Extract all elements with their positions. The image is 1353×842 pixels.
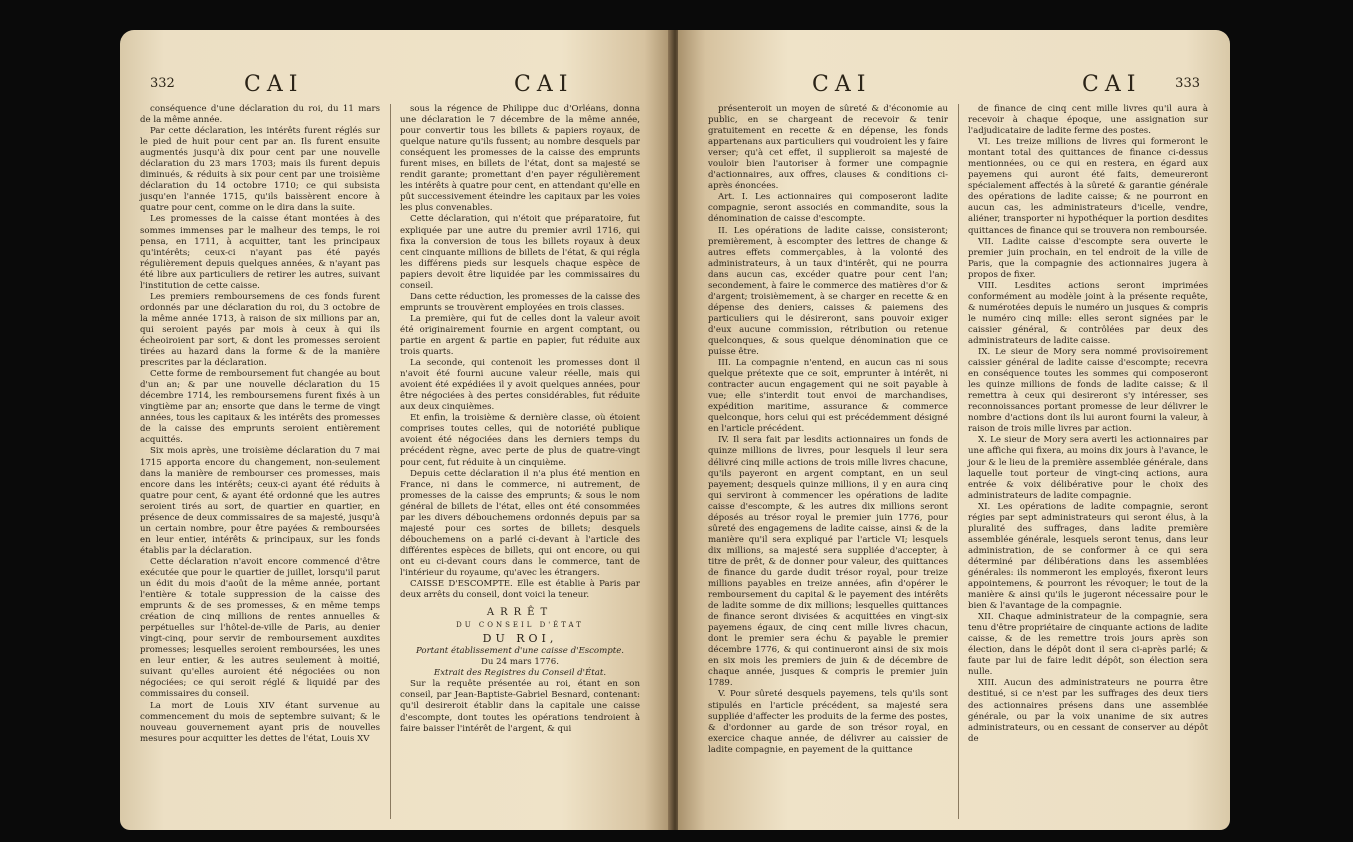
paragraph: III. La compagnie n'entend, en aucun cas ni sous quelque prétexte que ce soit, emprunter à intérêt, ni contracter aucun engagement qui ne soit payable à vue; elle s'interdit tout envoi de marchandises, expédition maritime, assurance & commerce quelconque, hors celui qui est précédemment désigné en l'article précédent.: [708, 358, 948, 435]
arret-roi: DU ROI,: [482, 632, 558, 646]
paragraph: X. Le sieur de Mory sera averti les actionnaires par une affiche qui fixera, au moins dix jours à l'avance, le jour & le lieu de la première assemblée générale, dans laquelle tout porteur de vingt-cinq actions, aura entrée & voix délibérative pour le choix des administrateurs de ladite compagnie.: [968, 435, 1208, 501]
paragraph: La seconde, qui contenoit les promesses dont il n'avoit été fourni aucune valeur réelle, mais qui avoient été expédiées il y avoit quelques années, pour être négociées à des pertes considérables, fut réduite aux deux cinquièmes.: [400, 358, 640, 413]
column-divider: [390, 104, 391, 819]
paragraph: de finance de cinq cent mille livres qu'il aura à recevoir à chaque époque, une assignation sur l'adjudicataire de ladite ferme des postes.: [968, 104, 1208, 137]
paragraph: Sur la requête présentée au roi, étant en son conseil, par Jean-Baptiste-Gabriel Besnard, contenant: qu'il desireroit établir dans la capitale une caisse d'escompte, dont toutes les opérations tendroient à faire baisser l'intérêt de l'argent, & qui: [400, 679, 640, 734]
paragraph: VII. Ladite caisse d'escompte sera ouverte le premier juin prochain, en tel endroit de la ville de Paris, que la compagnie des actionnaires jugera à propos de fixer.: [968, 236, 1208, 280]
running-head: CAI: [1082, 72, 1142, 97]
arret-date: Du 24 mars 1776.: [481, 657, 559, 668]
text-column-1: [708, 104, 948, 756]
paragraph: XI. Les opérations de ladite compagnie, seront régies par sept administrateurs qui seront élus, à la pluralité des suffrages, dans ladite première assemblée générale, lesquels seront tenus, dans leur administration, de se conformer à ce qui sera déterminé par délibérations dans les assemblées générales: ils nommeront les employés, fixeront leurs appointemens, & pourront les révoquer; le tout de la manière & ainsi qu'ils le jugeront nécessaire pour le bien & l'avantage de la compagnie.: [968, 501, 1208, 612]
arret-conseil: DU CONSEIL D'ÉTAT: [456, 621, 584, 630]
paragraph: Dans cette réduction, les promesses de la caisse des emprunts se trouvèrent employées en trois classes.: [400, 291, 640, 313]
right-page-header: [702, 72, 1206, 100]
text-column-1: [140, 104, 380, 745]
paragraph: Les premiers remboursemens de ces fonds furent ordonnés par une déclaration du roi, du 3 octobre de la même année 1713, à raison de six millions par an, qui seroient payés par mois à ceux à qui ils écheoiroient par sort, & dont les promesses seroient tirées au hazard dans la forme & de la manière prescrites par la déclaration.: [140, 291, 380, 369]
running-head: CAI: [812, 72, 872, 97]
paragraph: La mort de Louis XIV étant survenue au commencement du mois de septembre suivant; & le nouveau gouvernement ayant pris de nouvelles mesures pour acquitter les dettes de l'état, Louis XV: [140, 700, 380, 744]
paragraph: Depuis cette déclaration il n'a plus été mention en France, ni dans le commerce, ni autrement, de promesses de la caisse des emprunts; & sous le nom général de billets de l'état, elles ont été consommées par les divers débouchemens ordonnés depuis par sa majesté pour ces sortes de billets; desquels débouchemens on a parlé ci-devant à l'article des différentes espèces de billets, qui ont encore, ou qui ont eu ci-devant cours dans le commerce, tant de l'intérieur du royaume, qu'avec les étrangers.: [400, 468, 640, 578]
open-book: [120, 30, 1230, 830]
left-page-header: [144, 72, 648, 100]
paragraph: Art. I. Les actionnaires qui composeront ladite compagnie, seront associés en commandite, sous la dénomination de caisse d'escompte.: [708, 192, 948, 225]
running-head: CAI: [244, 72, 304, 97]
paragraph: Six mois après, une troisième déclaration du 7 mai 1715 apporta encore du changement, non-seulement dans la manière de rembourser ces promesses, mais encore dans les intérêts; ceux-ci ayant été réduits à quatre pour cent, & ayant été ordonné que les autres seroient tirés au sort, de quartier en quartier, en présence de deux commissaires de sa majesté, jusqu'à un certain nombre, pour être payées & remboursées en leur entier, intérêts & principaux, sur les fonds établis par la déclaration.: [140, 446, 380, 556]
paragraph: conséquence d'une déclaration du roi, du 11 mars de la même année.: [140, 104, 380, 126]
paragraph: sous la régence de Philippe duc d'Orléans, donna une déclaration le 7 décembre de la même année, pour convertir tous les billets & papiers royaux, de quelque nature qu'ils fussent; au nombre desquels par conséquent les promesses de la caisse des emprunts furent mises, en billets de l'état, dont sa majesté se rendit garante; promettant d'en payer régulièrement les intérêts à quatre pour cent, en attendant qu'elle en pût successivement éteindre les capitaux par les voies les plus convenables.: [400, 104, 640, 214]
paragraph: Cette déclaration, qui n'étoit que préparatoire, fut expliquée par une autre du premier avril 1716, qui fixa la conversion de tous les billets royaux à deux cent cinquante millions de billets de l'état, & qui régla les différens pieds sur lesquels chaque espèce de papiers devoit être liquidée par les commissaires du conseil.: [400, 214, 640, 291]
page-number: 333: [1175, 76, 1200, 91]
paragraph: Et enfin, la troisième & dernière classe, où étoient comprises toutes celles, qui de notoriété publique avoient été négociées dans les derniers temps du précédent règne, avec perte de plus de quatre-vingt pour cent, fut réduite à un cinquième.: [400, 413, 640, 468]
text-column-2: [968, 104, 1208, 745]
arret-title: ARRÊT: [486, 607, 554, 619]
paragraph: VIII. Lesdites actions seront imprimées conformément au modèle joint à la présente requête, & numérotées depuis le numéro un jusques & compris le numéro cinq mille: elles seront signées par le caissier général, & contrôlées par deux des administrateurs de ladite caisse.: [968, 280, 1208, 346]
paragraph: Cette déclaration n'avoit encore commencé d'être exécutée que pour le quartier de juillet, lorsqu'il parut un édit du mois d'août de la même année, portant l'entière & totale suppression de la caisse des emprunts & de ses promesses, & en même temps création de cinq millions de rentes annuelles & perpétuelles sur l'hôtel-de-ville de Paris, au denier vingt-cinq, pour servir de remboursement auxdites promesses; lesquelles seroient remboursées, les unes en leur entier, & les autres seulement à moitié, suivant qu'elles auroient été négociées ou non négociées; ce qui seroit réglé & liquidé par des commissaires du conseil.: [140, 556, 380, 700]
paragraph: Les promesses de la caisse étant montées à des sommes immenses par le malheur des temps, le roi pensa, en 1711, à acquitter, tant les principaux qu'intérêts; ceux-ci n'ayant pas été payés régulièrement depuis quelques années, & n'ayant pas été libre aux particuliers de retirer les autres, suivant l'institution de cette caisse.: [140, 214, 380, 291]
running-head: CAI: [514, 72, 574, 97]
paragraph: CAISSE D'ESCOMPTE. Elle est établie à Paris par deux arrêts du conseil, dont voici la teneur.: [400, 579, 640, 601]
page-number: 332: [150, 76, 175, 91]
paragraph: II. Les opérations de ladite caisse, consisteront; premièrement, à escompter des lettres de change & autres effets commerçables, à la volonté des administrateurs, à un taux d'intérêt, qui ne pourra dans aucun cas, excéder quatre pour cent l'an; secondement, à faire le commerce des matières d'or & d'argent; troisièmement, à se charger en recette & en dépense des deniers, caisses & paiemens des particuliers qui le désireront, sans pouvoir exiger d'eux aucune commission, rétribution ou retenue quelconques, & sous quelque dénomination que ce puisse être.: [708, 225, 948, 358]
paragraph: V. Pour sûreté desquels payemens, tels qu'ils sont stipulés en l'article précédent, sa majesté sera suppliée d'affecter les produits de la ferme des postes, & d'ordonner au garde de son trésor royal, en exercice chaque année, de délivrer au caissier de ladite compagnie, en payement de la quittance: [708, 689, 948, 755]
paragraph: XIII. Aucun des administrateurs ne pourra être destitué, si ce n'est par les suffrages des deux tiers des actionnaires présens dans une assemblée générale, ou par la voix unanime de six autres administrateurs, ou en cessant de conserver au dépôt de: [968, 678, 1208, 744]
arret-subtitle: Portant établissement d'une caisse d'Escompte.: [415, 646, 625, 657]
paragraph: IV. Il sera fait par lesdits actionnaires un fonds de quinze millions de livres, pour lesquels il leur sera délivré cinq mille actions de trois mille livres chacune, qu'ils payeront en argent comptant, en un seul payement; desquels quinze millions, il y en aura cinq qui serviront à commencer les opérations de ladite caisse d'escompte, & les autres dix millions seront déposés au trésor royal le premier juin 1776, pour sûreté des engagemens de ladite caisse, ainsi & de la manière qu'il sera expliqué par l'article VI; lesquels dix millions, sa majesté sera suppliée d'accepter, à titre de prêt, & de donner pour valeur, des quittances de finance du garde dudit trésor royal, pour treize millions payables en treize années, afin d'opérer le remboursement du capital & le payement des intérêts de ladite somme de dix millions; lesquelles quittances de finance seront divisées & acquittées en vingt-six payemens égaux, de cinq cent mille livres chacun, dont le premier sera échu & payable le premier décembre 1776, & qui continueront ainsi de six mois en six mois les premiers de juin & de décembre de chaque année, jusques & compris le premier juin 1789.: [708, 435, 948, 689]
paragraph: La première, qui fut de celles dont la valeur avoit été originairement fournie en argent comptant, ou partie en argent & partie en papier, fut réduite aux trois quarts.: [400, 313, 640, 358]
paragraph: XII. Chaque administrateur de la compagnie, sera tenu d'être propriétaire de cinquante actions de ladite caisse, & de les remettre trois jours après son élection, dans le dépôt dont il sera ci-après parlé; & faute par lui de faire ledit dépôt, son élection sera nulle.: [968, 612, 1208, 678]
left-page: [120, 30, 672, 830]
paragraph: IX. Le sieur de Mory sera nommé provisoirement caissier général de ladite caisse d'escompte; recevra en conséquence toutes les sommes qui composeront les quinze millions de fonds de ladite caisse; & il remettra à ceux qui desireront s'y intéresser, ses reconnoissances portant promesse de leur délivrer le nombre d'actions dont ils lui auront fourni la valeur, à raison de trois mille livres par action.: [968, 347, 1208, 435]
text-column-2: [400, 104, 640, 735]
paragraph: VI. Les treize millions de livres qui formeront le montant total des quittances de finance ci-dessus mentionnées, ou ce qui en restera, en égard aux payemens qui auront été faits, demeureront spécialement affectés à la sûreté & garantie générale des opérations de ladite caisse; & ne pourront en aucun cas, les administrateurs d'icelle, vendre, aliéner, transporter ni hypothéquer la portion desdites quittances de finance qui se trouvera non remboursée.: [968, 137, 1208, 236]
paragraph: Par cette déclaration, les intérêts furent réglés sur le pied de huit pour cent par an. Ils furent ensuite augmentés jusqu'à dix pour cent par une nouvelle déclaration du 23 mars 1703; mais ils furent depuis diminués, & réduits à six pour cent par une troisième déclaration du 14 octobre 1710; ce qui subsista jusqu'en l'année 1715, qu'ils baissèrent encore à quatre pour cent, comme on le dira dans la suite.: [140, 126, 380, 214]
arret-extrait: Extrait des Registres du Conseil d'État.: [433, 668, 607, 679]
column-divider: [958, 104, 959, 819]
right-page: [678, 30, 1230, 830]
paragraph: présenteroit un moyen de sûreté & d'économie au public, en se chargeant de recevoir & tenir gratuitement en recette & en dépense, les fonds appartenans aux particuliers qui voudroient les y faire verser; qu'à cet effet, il supplieroit sa majesté de vouloir bien l'autoriser à former une compagnie d'actionnaires, aux offres, clauses & conditions ci-après énoncées.: [708, 104, 948, 192]
paragraph: Cette forme de remboursement fut changée au bout d'un an; & par une nouvelle déclaration du 15 décembre 1714, les remboursemens furent fixés à un vingtième par an; ensorte que dans le terme de vingt années, tous les capitaux & les intérêts des promesses de la caisse des emprunts seroient entièrement acquittés.: [140, 369, 380, 446]
